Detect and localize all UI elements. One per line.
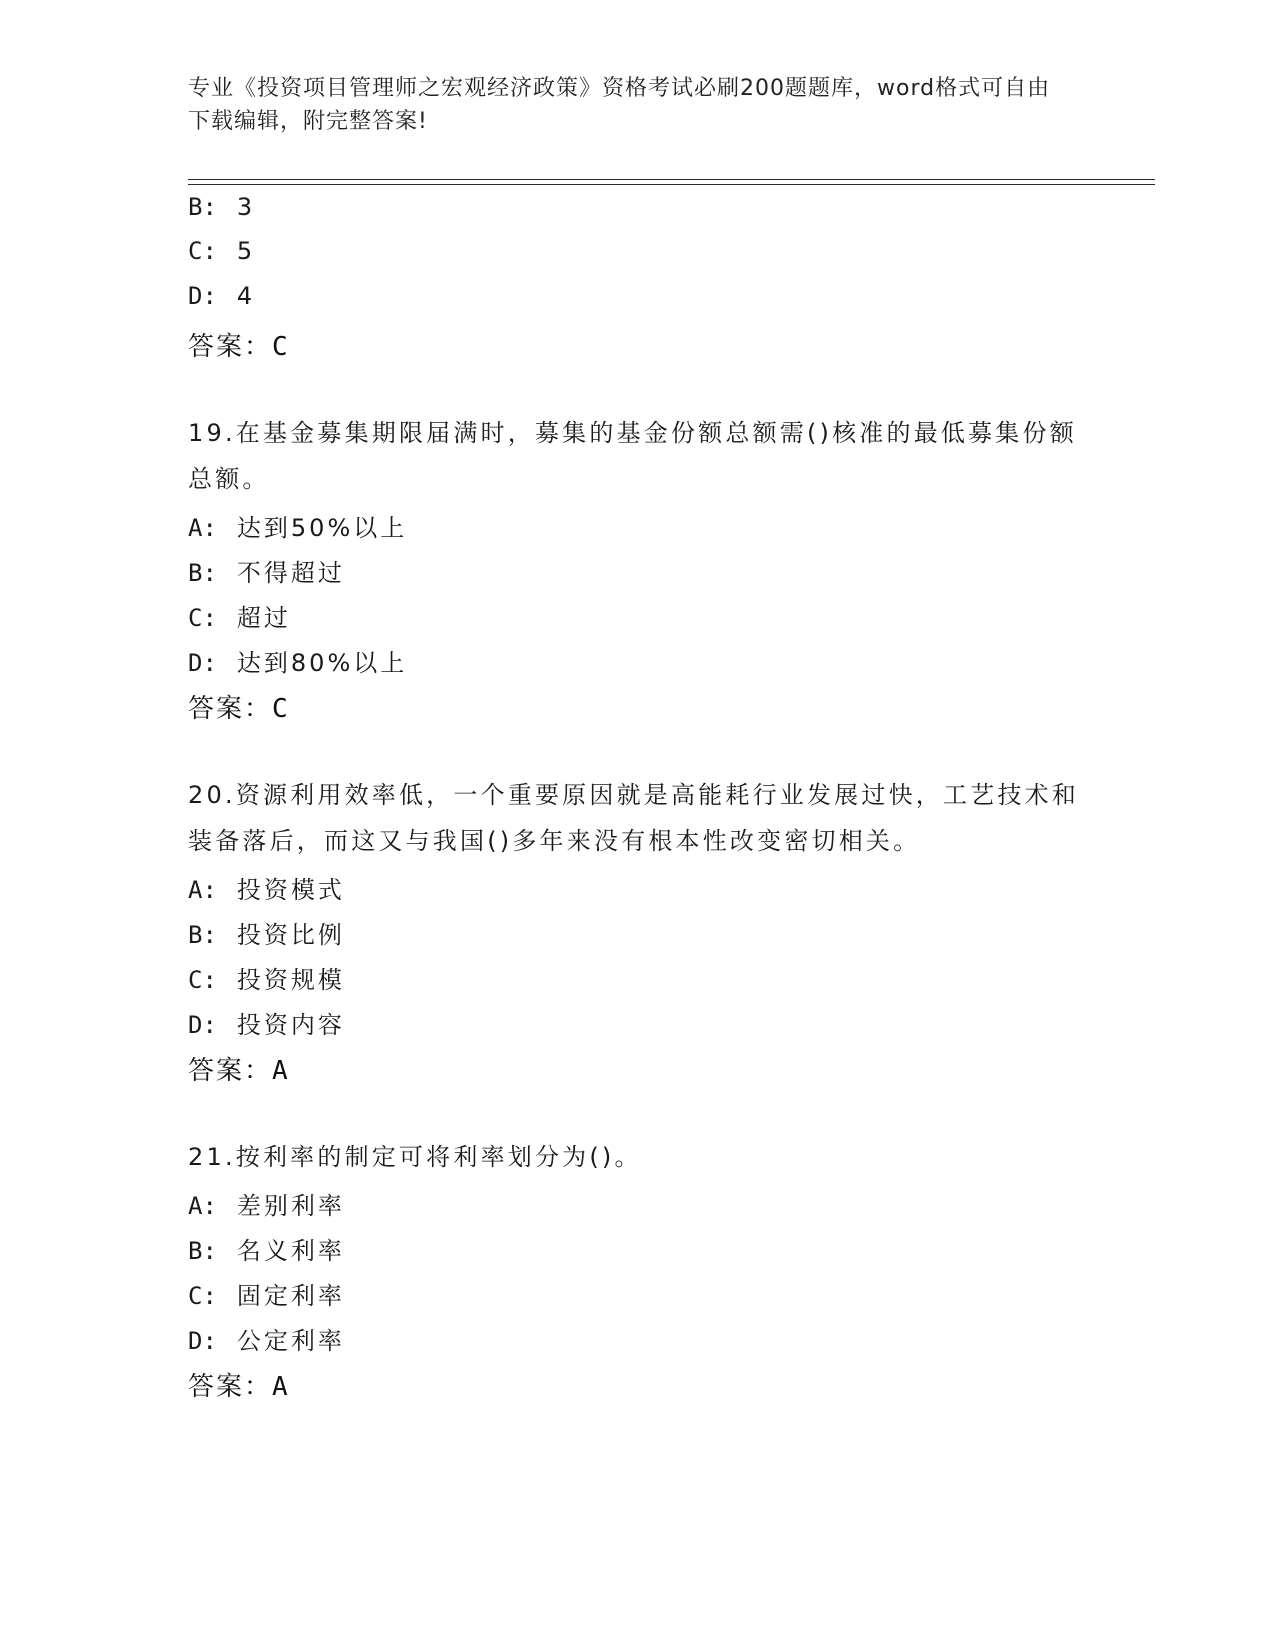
option-label: B: [188,921,217,949]
option-text: 投资规模 [236,966,345,994]
option-label: C: [188,604,217,632]
answer-value: A [272,1056,290,1086]
option-a [188,508,407,543]
question-stem-20: 20.资源利用效率低，一个重要原因就是高能耗行业发展过快，工艺技术和装备落后，而这又与我国()多年来没有根本性改变密切相关。 [188,781,1079,855]
option-label: C: [188,237,217,265]
option-label: B: [188,559,217,587]
option-label: C: [188,966,217,994]
option-text: 投资比例 [236,921,345,949]
option-text: 差别利率 [236,1192,345,1220]
answer-line [188,688,290,725]
answer-line [188,1366,290,1403]
option-label: A: [188,876,217,904]
answer-value: C [272,694,290,724]
option-text: 投资模式 [236,876,345,904]
question-stem-19: 19.在基金募集期限届满时，募集的基金份额总额需()核准的最低募集份额总额。 [188,419,1077,493]
option-c [188,960,345,995]
answer-label: 答案： [188,1056,273,1086]
option-label: B: [188,1237,217,1265]
answer-label: 答案： [188,1372,273,1402]
answer-label: 答案： [188,694,273,724]
question-stem-21: 21.按利率的制定可将利率划分为()。 [188,1143,642,1171]
option-d [188,1005,345,1040]
option-b [188,915,345,950]
option-d [188,1321,345,1356]
answer-label: 答案： [188,332,273,362]
option-c [188,237,255,265]
answer-line [188,326,290,363]
option-label: A: [188,1192,217,1220]
option-b [188,193,255,221]
answer-value: A [272,1372,290,1402]
option-label: C: [188,1282,217,1310]
option-label: D: [188,1327,217,1355]
option-label: D: [188,282,217,310]
option-label: B: [188,193,217,221]
option-text: 5 [236,237,256,265]
option-text: 4 [236,282,256,310]
option-label: A: [188,514,217,542]
option-b [188,1231,345,1266]
option-a [188,870,345,905]
header-divider-bottom [188,184,1155,185]
answer-line [188,1050,290,1087]
option-a [188,1186,345,1221]
option-label: D: [188,649,217,677]
option-text: 名义利率 [236,1237,345,1265]
option-d [188,643,407,678]
option-c [188,598,291,633]
option-text: 达到50%以上 [236,514,408,542]
option-c [188,1276,345,1311]
option-text: 固定利率 [236,1282,345,1310]
header-divider-top [188,179,1155,180]
option-text: 超过 [236,604,291,632]
option-text: 达到80%以上 [236,649,408,677]
option-d [188,282,255,310]
option-text: 3 [236,193,256,221]
document-header: 专业《投资项目管理师之宏观经济政策》资格考试必刷200题题库，word格式可自由下载编辑，附完整答案! [188,76,1051,134]
option-text: 投资内容 [236,1011,345,1039]
option-label: D: [188,1011,217,1039]
option-b [188,553,345,588]
answer-value: C [272,332,290,362]
option-text: 公定利率 [236,1327,345,1355]
option-text: 不得超过 [236,559,345,587]
